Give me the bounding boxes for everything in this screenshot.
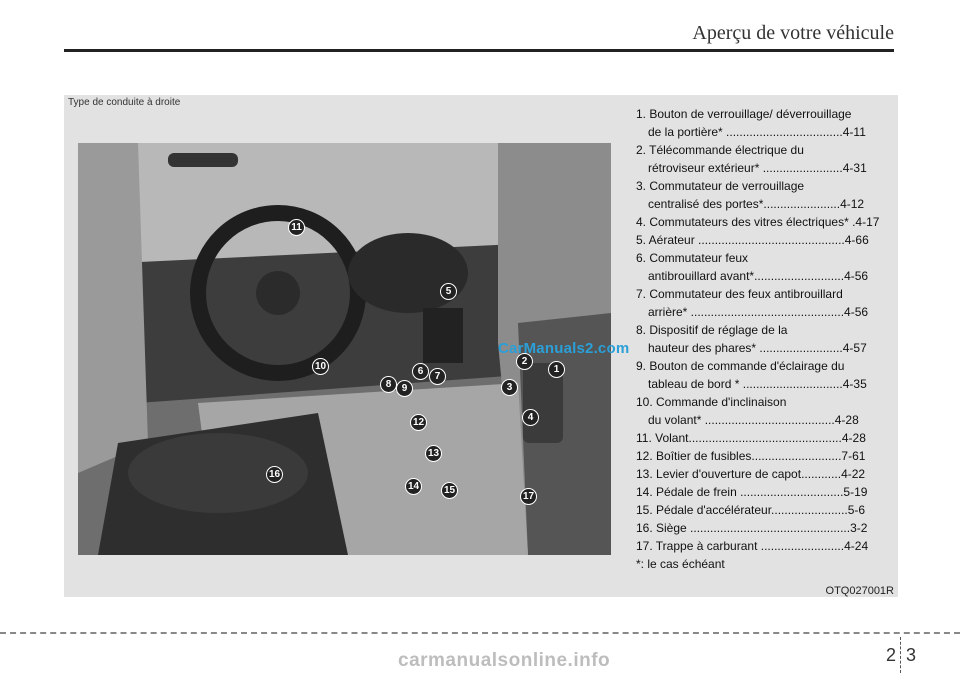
footer-watermark: carmanualsonline.info: [398, 650, 611, 671]
legend-item-line2: hauteur des phares* .........................4-57: [648, 341, 867, 355]
legend-item: [636, 537, 892, 555]
legend-item: [636, 213, 892, 231]
legend-item: [636, 519, 892, 537]
legend-item-line1: 14. Pédale de frein ...............................5-19: [636, 485, 868, 499]
legend-item-line2: rétroviseur extérieur* ........................4-31: [648, 161, 867, 175]
callout-14: 14: [405, 478, 422, 495]
figure-panel: [64, 95, 898, 597]
callout-17: 17: [520, 488, 537, 505]
callout-11: 11: [288, 219, 305, 236]
legend-item: [636, 321, 892, 357]
legend-item-line1: 15. Pédale d'accélérateur.......................5-6: [636, 503, 866, 517]
watermark-text: CarManuals2.com: [498, 340, 630, 357]
footer-rule: [0, 632, 960, 634]
callout-15: 15: [441, 482, 458, 499]
legend-item-line1: 9. Bouton de commande d'éclairage du: [636, 359, 845, 373]
legend-item: [636, 177, 892, 213]
legend-item: [636, 465, 892, 483]
chapter-number: 2: [886, 644, 897, 665]
legend-item-line2: centralisé des portes*.......................4-12: [648, 197, 865, 211]
legend-item: [636, 393, 892, 429]
callout-2: 2: [516, 353, 533, 370]
callout-13: 13: [425, 445, 442, 462]
callout-3: 3: [501, 379, 518, 396]
callout-1: 1: [548, 361, 565, 378]
page-number: [886, 637, 916, 673]
legend-item-line2: arrière* ..............................................4-56: [648, 305, 869, 319]
legend-item: [636, 483, 892, 501]
legend-item-line1: 7. Commutateur des feux antibrouillard: [636, 287, 843, 301]
legend-list: [636, 105, 892, 573]
legend-item-line1: 16. Siège ................................................3-2: [636, 521, 868, 535]
callout-4: 4: [522, 409, 539, 426]
legend-item: [636, 429, 892, 447]
legend-item-line1: 2. Télécommande électrique du: [636, 143, 804, 157]
legend-item-line2: de la portière* ...................................4-11: [648, 125, 866, 139]
legend-item-line2: du volant* .......................................4-28: [648, 413, 859, 427]
legend-item-line1: 8. Dispositif de réglage de la: [636, 323, 788, 337]
legend-item-line1: 10. Commande d'inclinaison: [636, 395, 787, 409]
legend-item-line2: antibrouillard avant*...........................4-56: [648, 269, 869, 283]
legend-item-line1: 11. Volant..............................................4-28: [636, 431, 866, 445]
legend-item: [636, 141, 892, 177]
legend-item-line1: 12. Boîtier de fusibles...........................7-61: [636, 449, 866, 463]
legend-item: [636, 231, 892, 249]
legend-item-line1: 5. Aérateur ............................................4-66: [636, 233, 869, 247]
legend-item-line1: 6. Commutateur feux: [636, 251, 749, 265]
figure-caption: Type de conduite à droite: [68, 97, 181, 108]
callout-10: 10: [312, 358, 329, 375]
callout-16: 16: [266, 466, 283, 483]
legend-item-line1: 3. Commutateur de verrouillage: [636, 179, 805, 193]
legend-item-line1: 17. Trappe à carburant .........................4-24: [636, 539, 869, 553]
legend-item-line1: 13. Levier d'ouverture de capot............4-22: [636, 467, 866, 481]
page-header-title: Aperçu de votre véhicule: [692, 22, 894, 44]
legend-note: *: le cas échéant: [636, 557, 725, 571]
legend-item: [636, 105, 892, 141]
callout-9: 9: [396, 380, 413, 397]
legend-item: [636, 285, 892, 321]
legend-item: [636, 447, 892, 465]
legend-item: [636, 249, 892, 285]
page-number-value: 3: [906, 644, 917, 665]
legend-item: [636, 357, 892, 393]
legend-item-line1: 4. Commutateurs des vitres électriques* .4-17: [636, 215, 880, 229]
callout-8: 8: [380, 376, 397, 393]
legend-item-line2: tableau de bord * ..............................4-35: [648, 377, 867, 391]
header-rule: [64, 49, 894, 52]
callout-5: 5: [440, 283, 457, 300]
legend-item-line1: 1. Bouton de verrouillage/ déverrouillage: [636, 107, 852, 121]
callout-7: 7: [429, 368, 446, 385]
interior-photo: [78, 143, 630, 555]
legend-item: [636, 501, 892, 519]
callout-12: 12: [410, 414, 427, 431]
page-number-separator: [900, 637, 902, 673]
callout-6: 6: [412, 363, 429, 380]
figure-code: OTQ027001R: [825, 585, 894, 597]
